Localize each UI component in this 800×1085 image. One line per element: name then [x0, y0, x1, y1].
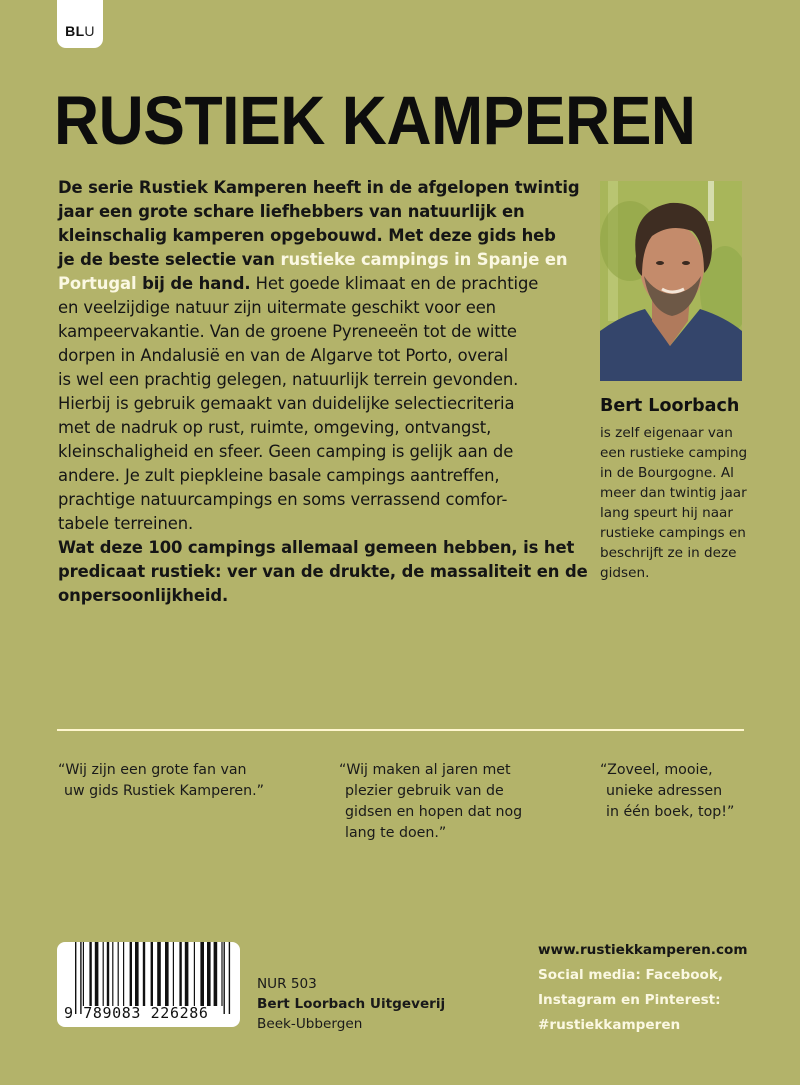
intro-line — [58, 416, 578, 440]
bio-line: beschrijft ze in deze — [600, 545, 737, 561]
barcode-bar — [221, 942, 222, 1006]
logo-bold-part: BL — [65, 23, 85, 39]
author-bio — [600, 423, 760, 583]
quote-line: “Wij zijn een grote fan van — [58, 762, 247, 778]
quote-line: plezier gebruik van de — [345, 783, 504, 799]
social-line-1: Social media: Facebook, — [538, 967, 724, 983]
intro-line — [58, 440, 578, 464]
bio-line: meer dan twintig jaar — [600, 485, 747, 501]
author-name: Bert Loorbach — [600, 396, 740, 416]
barcode-bar — [112, 942, 113, 1006]
bio-line: is zelf eigenaar van — [600, 425, 733, 441]
quote-3 — [600, 760, 734, 823]
barcode-bar — [95, 942, 99, 1006]
nur-code: NUR 503 — [257, 976, 317, 992]
intro-line — [58, 344, 578, 368]
text-run: je de beste selectie van — [58, 250, 281, 269]
barcode-bar — [173, 942, 174, 1006]
section-divider — [57, 729, 744, 731]
barcode-bar — [143, 942, 145, 1006]
bio-line: gidsen. — [600, 565, 650, 581]
intro-line — [58, 200, 578, 224]
text-run: kleinschaligheid en sfeer. Geen camping is gelijk aan de — [58, 442, 514, 461]
bio-line: rustieke campings en — [600, 525, 746, 541]
text-run: bij de hand. — [136, 274, 251, 293]
text-run: is wel een prachtig gelegen, natuurlijk terrein gevonden. — [58, 370, 519, 389]
barcode-bar — [179, 942, 181, 1006]
barcode-bar — [151, 942, 153, 1006]
intro-line — [58, 296, 578, 320]
barcode-bar — [207, 942, 211, 1006]
bio-line: lang speurt hij naar — [600, 505, 733, 521]
intro-line — [58, 392, 578, 416]
barcode-bar — [83, 942, 84, 1006]
text-run: jaar een grote schare liefhebbers van natuurlijk en — [58, 202, 525, 221]
highlighted-text: rustieke campings in Spanje en — [280, 250, 568, 269]
social-line-2: Instagram en Pinterest: — [538, 992, 721, 1008]
quote-1 — [58, 760, 264, 802]
website-link[interactable]: www.rustiekkamperen.com — [538, 942, 748, 958]
text-run: prachtige natuurcampings en soms verrassend comfor- — [58, 490, 508, 509]
text-run: De serie Rustiek Kamperen heeft in de afgelopen twintig — [58, 178, 580, 197]
barcode-bar — [200, 942, 204, 1006]
bio-line: in de Bourgogne. Al — [600, 465, 734, 481]
intro-line — [58, 176, 578, 200]
intro-line — [58, 584, 578, 608]
quote-line: lang te doen.” — [345, 825, 447, 841]
barcode-bar — [185, 942, 189, 1006]
quote-line: gidsen en hopen dat nog — [345, 804, 523, 820]
barcode-bar — [89, 942, 91, 1006]
publisher-info — [257, 974, 445, 1034]
text-run: onpersoonlijkheid. — [58, 586, 229, 605]
quote-line: “Zoveel, mooie, — [600, 762, 713, 778]
intro-line — [58, 320, 578, 344]
text-run: Het goede klimaat en de prachtige — [250, 274, 539, 293]
barcode-bar — [135, 942, 139, 1006]
barcode-bar — [214, 942, 218, 1006]
book-title: RUSTIEK KAMPEREN — [54, 82, 696, 159]
intro-line — [58, 464, 578, 488]
web-info — [538, 938, 748, 1038]
social-hashtag: #rustiekkamperen — [538, 1017, 681, 1033]
intro-line — [58, 368, 578, 392]
author-portrait-illustration — [600, 181, 742, 381]
author-photo — [600, 181, 742, 381]
text-run: dorpen in Andalusië en van de Algarve tot Porto, overal — [58, 346, 509, 365]
barcode-bar — [130, 942, 132, 1006]
quote-line: in één boek, top!” — [606, 804, 735, 820]
text-run: Wat deze 100 campings allemaal gemeen hebben, is het — [58, 538, 575, 557]
text-run: andere. Je zult piepkleine basale campings aantreffen, — [58, 466, 500, 485]
barcode-bar — [118, 942, 119, 1006]
barcode-bar — [165, 942, 169, 1006]
intro-line — [58, 248, 578, 272]
barcode-bar — [194, 942, 195, 1006]
barcode-bar — [107, 942, 109, 1006]
intro-line — [58, 488, 578, 512]
quote-2 — [339, 760, 522, 844]
intro-line — [58, 272, 578, 296]
publisher-name: Bert Loorbach Uitgeverij — [257, 996, 446, 1012]
text-run: met de nadruk op rust, ruimte, omgeving, ontvangst, — [58, 418, 492, 437]
intro-line — [58, 536, 578, 560]
bio-line: een rustieke camping — [600, 445, 748, 461]
intro-text — [58, 176, 588, 608]
logo-light-part: U — [84, 23, 95, 39]
barcode-bar — [103, 942, 104, 1006]
intro-line — [58, 560, 588, 584]
barcode-bar — [157, 942, 161, 1006]
quote-line: “Wij maken al jaren met — [339, 762, 511, 778]
intro-line — [58, 512, 578, 536]
highlighted-text: Portugal — [58, 274, 137, 293]
publisher-logo — [57, 0, 103, 48]
quote-line: unieke adressen — [606, 783, 723, 799]
text-run: kampeervakantie. Van de groene Pyreneeën tot de witte — [58, 322, 517, 341]
text-run: en veelzijdige natuur zijn uitermate geschikt voor een — [58, 298, 496, 317]
text-run: predicaat rustiek: ver van de drukte, de massaliteit en de — [58, 562, 588, 581]
text-run: tabele terreinen. — [58, 514, 194, 533]
barcode-bar — [123, 942, 124, 1006]
text-run: Hierbij is gebruik gemaakt van duidelijke selectiecriteria — [58, 394, 515, 413]
isbn-digits: 9 789083 226286 — [64, 1004, 209, 1022]
publisher-location: Beek-Ubbergen — [257, 1016, 363, 1032]
text-run: kleinschalig kamperen opgebouwd. Met deze gids heb — [58, 226, 556, 245]
quote-line: uw gids Rustiek Kamperen.” — [64, 783, 264, 799]
intro-line — [58, 224, 578, 248]
isbn-barcode — [57, 942, 240, 1027]
